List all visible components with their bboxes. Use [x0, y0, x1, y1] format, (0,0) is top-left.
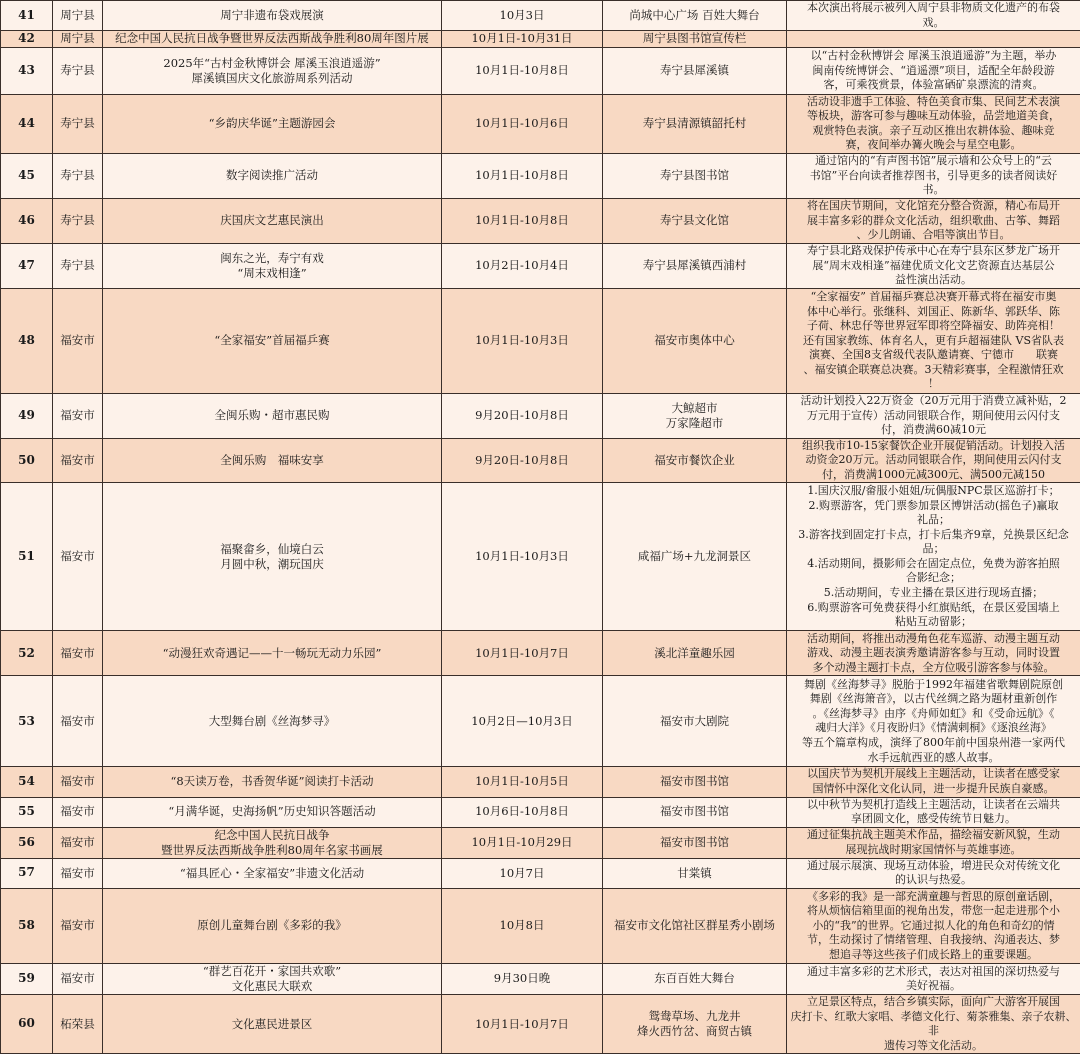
venue-cell	[603, 243, 787, 288]
table-row	[1, 827, 1080, 858]
row-number: 51	[1, 483, 53, 631]
county-cell: 福安市	[53, 797, 103, 827]
event-name-cell-line: 全闽乐购 福味安享	[106, 453, 438, 468]
description-cell	[787, 438, 1080, 483]
row-number: 57	[1, 858, 53, 888]
event-name-cell	[103, 153, 442, 198]
county-cell: 福安市	[53, 393, 103, 438]
description-cell-line: 动资金20万元。活动同银联合作，期间使用云闪付支	[790, 453, 1077, 468]
table-row	[1, 94, 1080, 153]
event-name-cell-line: 文化惠民大联欢	[106, 979, 438, 994]
table-row	[1, 888, 1080, 963]
event-name-cell	[103, 94, 442, 153]
venue-cell-line: 鸳鸯草场、九龙井	[606, 1009, 783, 1024]
description-cell	[787, 858, 1080, 888]
description-cell	[787, 963, 1080, 994]
date-cell: 10月1日-10月3日	[442, 483, 603, 631]
description-cell	[787, 827, 1080, 858]
event-name-cell	[103, 288, 442, 393]
table-row	[1, 676, 1080, 767]
row-number: 60	[1, 995, 53, 1054]
description-cell-line: 展“周末戏相逢”福建优质文化文艺资源直达基层公	[790, 259, 1077, 274]
description-cell-line: 闽南传统博饼会、“逍遥漂”项目，适配全年龄段游	[790, 64, 1077, 79]
description-cell-line: 益性演出活动。	[790, 273, 1077, 288]
venue-cell	[603, 31, 787, 48]
county-cell: 寿宁县	[53, 153, 103, 198]
venue-cell	[603, 767, 787, 797]
description-cell-line: 活动设非遗手工体验、特色美食市集、民间艺术表演	[790, 95, 1077, 110]
description-cell-line: 2.购票游客，凭门票参加景区博饼活动(摇色子)赢取	[790, 499, 1077, 514]
event-name-cell-line: “月满华诞，史海扬帆”历史知识答题活动	[106, 804, 438, 819]
venue-cell	[603, 153, 787, 198]
event-name-cell-line: 庆国庆文艺惠民演出	[106, 213, 438, 228]
venue-cell-line: 咸福广场+九龙洞景区	[606, 549, 783, 564]
venue-cell	[603, 393, 787, 438]
event-name-cell-line: “8天读万卷，书香贺华诞”阅读打卡活动	[106, 774, 438, 789]
event-name-cell-line: 原创儿童舞台剧《多彩的我》	[106, 918, 438, 933]
date-cell: 10月1日-10月31日	[442, 31, 603, 48]
table-row	[1, 767, 1080, 797]
description-cell	[787, 888, 1080, 963]
county-cell: 福安市	[53, 888, 103, 963]
venue-cell	[603, 797, 787, 827]
venue-cell	[603, 288, 787, 393]
table-row	[1, 438, 1080, 483]
date-cell: 10月7日	[442, 858, 603, 888]
description-cell-line: 通过丰富多彩的艺术形式，表达对祖国的深切热爱与	[790, 965, 1077, 980]
description-cell-line: 通过征集抗战主题美术作品，描绘福安新风貌，生动	[790, 828, 1077, 843]
county-cell: 柘荣县	[53, 995, 103, 1054]
venue-cell-line: 福安市文化馆社区群星秀小剧场	[606, 918, 783, 933]
description-cell-line: 戏。	[790, 16, 1077, 31]
row-number: 45	[1, 153, 53, 198]
row-number: 50	[1, 438, 53, 483]
venue-cell-line: 寿宁县文化馆	[606, 213, 783, 228]
date-cell: 10月1日-10月5日	[442, 767, 603, 797]
row-number: 47	[1, 243, 53, 288]
description-cell-line: 展现抗战时期家国情怀与英雄事迹。	[790, 843, 1077, 858]
venue-cell	[603, 94, 787, 153]
description-cell-line: 通过馆内的“有声图书馆”展示墙和公众号上的“云	[790, 154, 1077, 169]
event-name-cell-line: 数字阅读推广活动	[106, 168, 438, 183]
venue-cell-line: 寿宁县清源镇韶托村	[606, 116, 783, 131]
description-cell-line: 1.国庆汉服/畲服小姐姐/玩偶服NPC景区巡游打卡；	[790, 484, 1077, 499]
venue-cell	[603, 483, 787, 631]
venue-cell-line: 福安市图书馆	[606, 804, 783, 819]
description-cell-line: 庆打卡、红歌大家唱、孝德文化行、菊茶雅集、亲子农耕、非	[790, 1010, 1077, 1039]
county-cell: 福安市	[53, 767, 103, 797]
description-cell	[787, 631, 1080, 676]
row-number: 53	[1, 676, 53, 767]
venue-cell-line: 周宁县图书馆宣传栏	[606, 31, 783, 46]
description-cell-line: 万元用于宣传）活动同银联合作，期间使用云闪付支	[790, 409, 1077, 424]
event-name-cell-line: 月圆中秋，潮玩国庆	[106, 557, 438, 572]
row-number: 54	[1, 767, 53, 797]
county-cell: 寿宁县	[53, 94, 103, 153]
table-row	[1, 631, 1080, 676]
event-name-cell-line: 大型舞台剧《丝海梦寻》	[106, 714, 438, 729]
venue-cell	[603, 438, 787, 483]
event-name-cell	[103, 631, 442, 676]
description-cell	[787, 153, 1080, 198]
description-cell-line: 赛，夜间举办篝火晚会与星空电影。	[790, 138, 1077, 153]
description-cell-line: 本次演出将展示被列入周宁县非物质文化遗产的布袋	[790, 1, 1077, 16]
venue-cell-line: 大鲸超市	[606, 401, 783, 416]
venue-cell	[603, 995, 787, 1054]
row-number: 56	[1, 827, 53, 858]
description-cell-line: ！	[790, 377, 1077, 392]
event-name-cell-line: 福聚畲乡，仙境白云	[106, 542, 438, 557]
venue-cell-line: 尚城中心广场 百姓大舞台	[606, 8, 783, 23]
date-cell: 10月1日-10月3日	[442, 288, 603, 393]
description-cell-line: 付，消费满60减10元	[790, 423, 1077, 438]
venue-cell-line: 福安市奥体中心	[606, 333, 783, 348]
description-cell-line: 展丰富多彩的群众文化活动，组织歌曲、古筝、舞蹈	[790, 214, 1077, 229]
event-name-cell-line: “全家福安”首届福乒赛	[106, 333, 438, 348]
date-cell: 10月2日-10月4日	[442, 243, 603, 288]
event-name-cell	[103, 676, 442, 767]
description-cell	[787, 767, 1080, 797]
venue-cell	[603, 888, 787, 963]
description-cell-line: 组织我市10-15家餐饮企业开展促销活动。计划投入活	[790, 439, 1077, 454]
description-cell-line: 等板块，游客可参与趣味互动体验，品尝地道美食，	[790, 109, 1077, 124]
county-cell: 福安市	[53, 631, 103, 676]
date-cell: 9月20日-10月8日	[442, 393, 603, 438]
description-cell-line: 以中秋节为契机打造线上主题活动，让读者在云端共	[790, 798, 1077, 813]
row-number: 48	[1, 288, 53, 393]
date-cell: 10月1日-10月6日	[442, 94, 603, 153]
table-row	[1, 995, 1080, 1054]
description-cell-line: 书馆”平台向读者推荐图书，引导更多的读者阅读好	[790, 169, 1077, 184]
county-cell: 寿宁县	[53, 47, 103, 94]
description-cell	[787, 995, 1080, 1054]
date-cell: 10月6日-10月8日	[442, 797, 603, 827]
description-cell-line: 国情怀中深化文化认同，进一步提升民族自豪感。	[790, 782, 1077, 797]
venue-cell-line: 寿宁县犀溪镇西浦村	[606, 258, 783, 273]
event-name-cell-line: 纪念中国人民抗日战争	[106, 828, 438, 843]
table-row	[1, 198, 1080, 243]
description-cell-line: 的认识与热爱。	[790, 873, 1077, 888]
description-cell-line: 4.活动期间，摄影师会在固定点位，免费为游客拍照	[790, 557, 1077, 572]
venue-cell-line: 东百百姓大舞台	[606, 971, 783, 986]
county-cell: 周宁县	[53, 31, 103, 48]
description-cell-line: 以“古村金秋博饼会 犀溪玉浪逍遥游”为主题，举办	[790, 49, 1077, 64]
description-cell	[787, 31, 1080, 48]
venue-cell-line: 寿宁县图书馆	[606, 168, 783, 183]
description-cell-line: 3.游客找到固定打卡点，打卡后集齐9章，兑换景区纪念	[790, 528, 1077, 543]
event-name-cell-line: “动漫狂欢奇遇记——十一畅玩无动力乐园”	[106, 646, 438, 661]
date-cell: 10月3日	[442, 1, 603, 31]
description-cell-line: 通过展示展演、现场互动体验，增进民众对传统文化	[790, 859, 1077, 874]
description-cell-line: 合影纪念；	[790, 571, 1077, 586]
event-name-cell-line: 全闽乐购・超市惠民购	[106, 408, 438, 423]
events-table-body	[1, 1, 1080, 1054]
event-name-cell	[103, 963, 442, 994]
venue-cell	[603, 47, 787, 94]
date-cell: 10月1日-10月29日	[442, 827, 603, 858]
venue-cell-line: 福安市图书馆	[606, 835, 783, 850]
description-cell-line: 子荷、林忠仔等世界冠军即将空降福安、助阵亮相！	[790, 319, 1077, 334]
date-cell: 10月8日	[442, 888, 603, 963]
description-cell-line: 活动期间，将推出动漫角色花车巡游、动漫主题互动	[790, 632, 1077, 647]
description-cell-line: 粘贴互动留影；	[790, 615, 1077, 630]
row-number: 59	[1, 963, 53, 994]
county-cell: 福安市	[53, 963, 103, 994]
date-cell: 10月1日-10月8日	[442, 153, 603, 198]
description-cell-line: 客，可乘筏赏景，体验富硒矿泉漂流的清爽。	[790, 78, 1077, 93]
event-name-cell	[103, 243, 442, 288]
event-name-cell-line: 闽东之光，寿宁有戏	[106, 251, 438, 266]
description-cell-line: 想追寻等这些孩子们成长路上的重要课题。	[790, 948, 1077, 963]
date-cell: 9月20日-10月8日	[442, 438, 603, 483]
event-name-cell-line: “周末戏相逢”	[106, 266, 438, 281]
description-cell	[787, 198, 1080, 243]
county-cell: 寿宁县	[53, 243, 103, 288]
event-name-cell	[103, 47, 442, 94]
date-cell: 10月1日-10月8日	[442, 198, 603, 243]
description-cell-line: 。《丝海梦寻》由序《舟师如虹》和《受命远航》《	[790, 707, 1077, 722]
description-cell-line: 美好祝福。	[790, 979, 1077, 994]
date-cell: 10月1日-10月7日	[442, 631, 603, 676]
row-number: 41	[1, 1, 53, 31]
description-cell-line: 《多彩的我》是一部充满童趣与哲思的原创童话剧，	[790, 890, 1077, 905]
venue-cell-line: 福安市图书馆	[606, 774, 783, 789]
description-cell-line: 游戏、动漫主题表演秀邀请游客参与互动，同时设置	[790, 646, 1077, 661]
event-name-cell-line: 2025年“古村金秋博饼会 犀溪玉浪逍遥游”	[106, 56, 438, 71]
event-name-cell-line: 周宁非遗布袋戏展演	[106, 8, 438, 23]
venue-cell-line: 溪北洋童趣乐园	[606, 646, 783, 661]
description-cell-line: 5.活动期间，专业主播在景区进行现场直播；	[790, 586, 1077, 601]
description-cell-line: 等五个篇章构成，演绎了800年前中国泉州港一家两代	[790, 736, 1077, 751]
table-row	[1, 1, 1080, 31]
description-cell-line: 体中心举行。张继科、刘国正、陈新华、郭跃华、陈	[790, 305, 1077, 320]
description-cell-line: 遗传习等文化活动。	[790, 1039, 1077, 1054]
venue-cell-line: 寿宁县犀溪镇	[606, 63, 783, 78]
table-row	[1, 153, 1080, 198]
description-cell-line: 以国庆节为契机开展线上主题活动，让读者在感受家	[790, 767, 1077, 782]
description-cell	[787, 94, 1080, 153]
description-cell-line: 、少儿朗诵、合唱等演出节目。	[790, 228, 1077, 243]
row-number: 52	[1, 631, 53, 676]
table-row	[1, 483, 1080, 631]
table-row	[1, 31, 1080, 48]
description-cell-line: 享团圆文化，感受传统节日魅力。	[790, 812, 1077, 827]
event-name-cell	[103, 797, 442, 827]
table-row	[1, 858, 1080, 888]
description-cell-line: 活动计划投入22万资金（20万元用于消费立减补贴，2	[790, 394, 1077, 409]
event-name-cell	[103, 1, 442, 31]
description-cell-line: 寿宁县北路戏保护传承中心在寿宁县东区梦龙广场开	[790, 244, 1077, 259]
event-name-cell	[103, 483, 442, 631]
event-name-cell-line: “群艺百花开・家国共欢歌”	[106, 964, 438, 979]
venue-cell	[603, 963, 787, 994]
event-name-cell-line: 文化惠民进景区	[106, 1017, 438, 1032]
county-cell: 福安市	[53, 827, 103, 858]
description-cell-line: 舞剧《丝海箫音》，以古代丝绸之路为题材重新创作	[790, 692, 1077, 707]
event-name-cell	[103, 198, 442, 243]
description-cell-line: 节，生动探讨了情绪管理、自我接纳、沟通表达、梦	[790, 933, 1077, 948]
table-row	[1, 797, 1080, 827]
date-cell: 10月1日-10月8日	[442, 47, 603, 94]
venue-cell-line: 甘棠镇	[606, 866, 783, 881]
description-cell	[787, 483, 1080, 631]
county-cell: 周宁县	[53, 1, 103, 31]
description-cell	[787, 47, 1080, 94]
table-row	[1, 963, 1080, 994]
row-number: 49	[1, 393, 53, 438]
row-number: 55	[1, 797, 53, 827]
event-name-cell	[103, 995, 442, 1054]
description-cell-line: 付，消费满1000元减300元、满500元减150	[790, 468, 1077, 483]
event-name-cell	[103, 827, 442, 858]
description-cell-line: 水手远航西亚的感人故事。	[790, 751, 1077, 766]
date-cell: 10月2日—10月3日	[442, 676, 603, 767]
venue-cell-line: 烽火西竹岔、商贸古镇	[606, 1024, 783, 1039]
description-cell	[787, 797, 1080, 827]
table-row	[1, 47, 1080, 94]
date-cell: 10月1日-10月7日	[442, 995, 603, 1054]
venue-cell	[603, 827, 787, 858]
description-cell-line: 6.购票游客可免费获得小红旗贴纸，在景区爱国墙上	[790, 601, 1077, 616]
description-cell-line: 演赛、全国8支省级代表队邀请赛、宁德市 联赛	[790, 348, 1077, 363]
county-cell: 福安市	[53, 483, 103, 631]
venue-cell-line: 福安市餐饮企业	[606, 453, 783, 468]
description-cell-line: 立足景区特点，结合乡镇实际，面向广大游客开展国	[790, 995, 1077, 1010]
table-row	[1, 243, 1080, 288]
description-cell-line: 魂归大洋》《月夜盼归》《情满剌桐》《逐浪丝海》	[790, 721, 1077, 736]
table-row	[1, 393, 1080, 438]
description-cell	[787, 288, 1080, 393]
table-row	[1, 288, 1080, 393]
county-cell: 福安市	[53, 676, 103, 767]
description-cell-line: 品；	[790, 542, 1077, 557]
venue-cell	[603, 676, 787, 767]
event-name-cell	[103, 888, 442, 963]
venue-cell	[603, 631, 787, 676]
description-cell	[787, 243, 1080, 288]
row-number: 46	[1, 198, 53, 243]
event-name-cell-line: 暨世界反法西斯战争胜利80周年名家书画展	[106, 843, 438, 858]
event-name-cell	[103, 438, 442, 483]
county-cell: 寿宁县	[53, 198, 103, 243]
description-cell-line: 礼品；	[790, 513, 1077, 528]
event-name-cell-line: “福具匠心・全家福安”非遗文化活动	[106, 866, 438, 881]
event-name-cell	[103, 31, 442, 48]
county-cell: 福安市	[53, 288, 103, 393]
description-cell-line: 舞剧《丝海梦寻》脱胎于1992年福建省歌舞剧院原创	[790, 678, 1077, 693]
venue-cell	[603, 858, 787, 888]
row-number: 42	[1, 31, 53, 48]
description-cell-line: 将从烦恼信箱里面的视角出发，带您一起走进那个小	[790, 904, 1077, 919]
venue-cell	[603, 1, 787, 31]
county-cell: 福安市	[53, 858, 103, 888]
description-cell-line: 多个动漫主题打卡点，全方位吸引游客参与体验。	[790, 661, 1077, 676]
description-cell-line: 将在国庆节期间，文化馆充分整合资源，精心布局开	[790, 199, 1077, 214]
row-number: 44	[1, 94, 53, 153]
event-name-cell	[103, 858, 442, 888]
description-cell-line: 书。	[790, 183, 1077, 198]
venue-cell	[603, 198, 787, 243]
description-cell	[787, 393, 1080, 438]
county-cell: 福安市	[53, 438, 103, 483]
description-cell-line: “全家福安” 首届福乒赛总决赛开幕式将在福安市奥	[790, 290, 1077, 305]
event-name-cell	[103, 393, 442, 438]
description-cell-line: 还有国家教练、体育名人，更有乒超福建队 VS省队表	[790, 334, 1077, 349]
description-cell-line: 观赏特色表演。亲子互动区推出农耕体验、趣味竞	[790, 124, 1077, 139]
description-cell	[787, 676, 1080, 767]
row-number: 58	[1, 888, 53, 963]
event-name-cell-line: 犀溪镇国庆文化旅游周系列活动	[106, 71, 438, 86]
event-name-cell-line: 纪念中国人民抗日战争暨世界反法西斯战争胜利80周年图片展	[106, 31, 438, 46]
description-cell-line: 小的“我”的世界。它通过拟人化的角色和奇幻的情	[790, 919, 1077, 934]
row-number: 43	[1, 47, 53, 94]
event-name-cell-line: “乡韵庆华诞”主题游园会	[106, 116, 438, 131]
date-cell: 9月30日晚	[442, 963, 603, 994]
venue-cell-line: 福安市大剧院	[606, 714, 783, 729]
description-cell-line: 、福安镇企联赛总决赛。3天精彩赛事，全程激情狂欢	[790, 363, 1077, 378]
venue-cell-line: 万家隆超市	[606, 416, 783, 431]
event-name-cell	[103, 767, 442, 797]
description-cell	[787, 1, 1080, 31]
